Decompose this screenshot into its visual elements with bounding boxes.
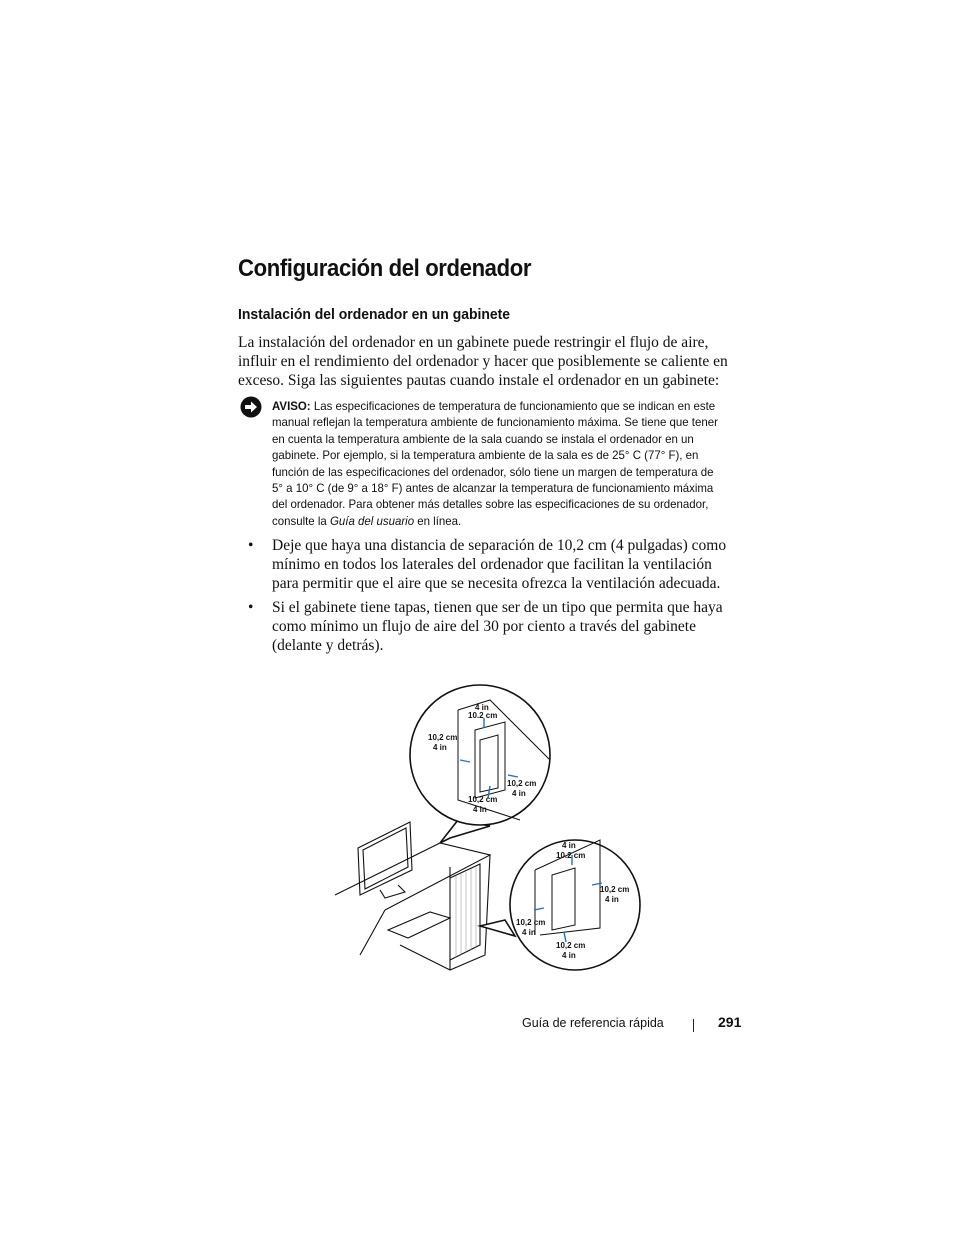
label2-bottom-in: 4 in — [562, 951, 576, 960]
label2-right-cm: 10,2 cm — [600, 885, 630, 894]
user-guide-reference: Guía del usuario — [329, 513, 415, 528]
label-right-cm: 10,2 cm — [507, 779, 537, 788]
bullet-marker: • — [248, 599, 254, 616]
label-left-in: 4 in — [433, 743, 447, 752]
label-top-cm: 10.2 cm — [468, 711, 498, 720]
bullet-marker: • — [248, 537, 254, 554]
label-bottom-cm: 10,2 cm — [468, 795, 498, 804]
label-top-in: 4 in — [475, 703, 489, 712]
section-title: Instalación del ordenador en un gabinete — [238, 306, 511, 323]
bullet-item-airflow: Si el gabinete tiene tapas, tienen que ser de un tipo que permita que haya como mínimo un flujo de aire del 30 por ciento a través del gabinete (delante y detrás). — [272, 599, 723, 654]
notice-body: Las especificaciones de temperatura de funcionamiento que se indican en este manual reflejan la temperatura ambiente de funcionamiento máxima. Se tiene que tener en cuenta la temperatura ambiente de la sala cuando se instala el ordenador en un gabinete. Por ejemplo, si la temperatura ambiente de la sala es de 25° C (77° F), en función de las especificaciones del ordenador, sólo tiene un margen de temperatura de 5° a 10° C (de 9° a 18° F) antes de alcanzar la temperatura de funcionamiento máxima del ordenador. Para obtener más detalles sobre las especificaciones de su ordenador, consulte la — [272, 399, 718, 528]
notice-arrow-icon — [240, 396, 262, 418]
label2-left-in: 4 in — [522, 928, 536, 937]
notice-label: AVISO: — [272, 399, 311, 413]
page-number: 291 — [718, 1014, 742, 1030]
label2-top-cm: 10.2 cm — [556, 851, 586, 860]
footer-divider — [693, 1019, 694, 1032]
intro-paragraph: La instalación del ordenador en un gabinete puede restringir el flujo de aire, influir en el rendimiento del ordenador y hacer que posiblemente se caliente en exceso. Siga las siguientes pautas cuando instale el ordenador en un gabinete: — [238, 334, 728, 389]
label-left-cm: 10,2 cm — [428, 733, 458, 742]
notice-body-end: en línea. — [414, 513, 462, 528]
label2-top-in: 4 in — [562, 841, 576, 850]
label2-left-cm: 10,2 cm — [516, 918, 546, 927]
label2-bottom-cm: 10,2 cm — [556, 941, 586, 950]
bullet-item-clearance: Deje que haya una distancia de separación de 10,2 cm (4 pulgadas) como mínimo en todos los laterales del ordenador que facilitan la ventilación para permitir que el aire que se necesita ofrezca la ventilación adecuada. — [272, 537, 727, 592]
label-right-in: 4 in — [512, 789, 526, 798]
cabinet-clearance-illustration — [330, 680, 650, 980]
label2-right-in: 4 in — [605, 895, 619, 904]
label-bottom-in: 4 in — [473, 805, 487, 814]
footer-title: Guía de referencia rápida — [522, 1016, 664, 1030]
page-title: Configuración del ordenador — [238, 255, 532, 282]
notice-text — [272, 398, 721, 529]
